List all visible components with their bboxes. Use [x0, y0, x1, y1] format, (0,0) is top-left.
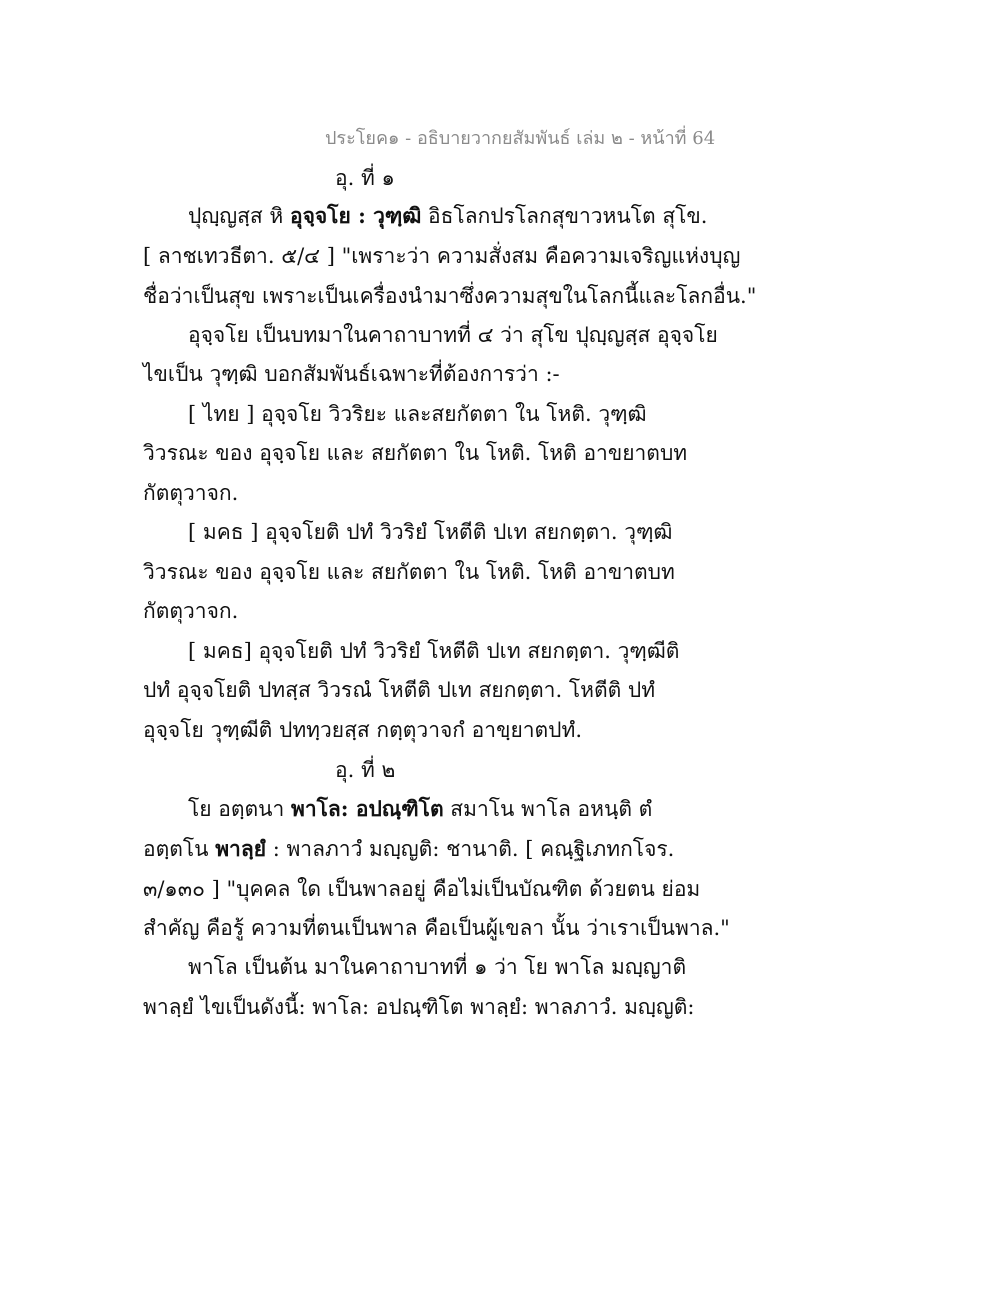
paragraph-line [188, 796, 652, 822]
paragraph-line: [ มคธ] อุจฺจโยติ ปทํ วิวริยํ โหตีติ ปเท สยกตฺตา. วุฑฺฒีติ [188, 639, 680, 663]
paragraph-line: วิวรณะ ของ อุจฺจโย และ สยกัตตา ใน โหติ. โหติ อาขาตบท [143, 560, 675, 584]
bold-term: พาโล: อปณฺฑิโต [290, 796, 444, 821]
paragraph-line: สำคัญ คือรู้ ความที่ตนเป็นพาล คือเป็นผู้เขลา นั้น ว่าเราเป็นพาล." [143, 916, 730, 940]
bold-term: พาลฺยํ [215, 836, 267, 861]
paragraph-line: ชื่อว่าเป็นสุข เพราะเป็นเครื่องนำมาซึ่งความสุขในโลกนี้และโลกอื่น." [143, 284, 757, 308]
paragraph-line: [ มคธ ] อุจฺจโยติ ปทํ วิวริยํ โหตีติ ปเท สยกตฺตา. วุฑฺฒิ [188, 520, 673, 544]
text-run: อิธโลกปรโลกสุขาวหนโต สุโข. [421, 204, 708, 228]
paragraph-line: [ ลาชเทวธีตา. ๕/๔ ] "เพราะว่า ความสั่งสม คือความเจริญแห่งบุญ [143, 244, 741, 268]
paragraph-line: พาลฺยํ ไขเป็นดังนี้: พาโล: อปณฺฑิโต พาลฺยํ: พาลภาวํ. มญฺญติ: [143, 995, 695, 1019]
paragraph-line: กัตตุวาจก. [143, 481, 239, 505]
paragraph-line [143, 836, 674, 862]
paragraph-line: พาโล เป็นต้น มาในคาถาบาทที่ ๑ ว่า โย พาโล มญฺญาติ [188, 955, 687, 979]
paragraph-line: อุจฺจโย เป็นบทมาในคาถาบาทที่ ๔ ว่า สุโข ปุญฺญสฺส อุจฺจโย [188, 323, 718, 347]
paragraph-line: ไขเป็น วุฑฺฒิ บอกสัมพันธ์เฉพาะที่ต้องการว่า :- [143, 362, 560, 386]
paragraph-line: วิวรณะ ของ อุจฺจโย และ สยกัตตา ใน โหติ. โหติ อาขยาตบท [143, 441, 688, 465]
paragraph-line: อุจฺจโย วุฑฺฒีติ ปททฺวยสฺส กตฺตุวาจกํ อาขฺยาตปทํ. [143, 718, 583, 742]
example-1-heading: อุ. ที่ ๑ [335, 166, 395, 190]
text-run: ปุญฺญสฺส หิ [188, 204, 290, 228]
text-run: : พาลภาวํ มญฺญติ: ชานาติ. [ คณฺฐิเภทกโจร. [266, 837, 675, 861]
paragraph-line: ปทํ อุจฺจโยติ ปทสฺส วิวรณํ โหตีติ ปเท สยกตฺตา. โหตีติ ปทํ [143, 678, 656, 702]
example-2-heading: อุ. ที่ ๒ [335, 758, 396, 782]
paragraph-line: ๓/๑๓๐ ] "บุคคล ใด เป็นพาลอยู่ คือไม่เป็นบัณฑิต ด้วยตน ย่อม [143, 877, 701, 901]
text-run: สมาโน พาโล อหนฺติ ตํ [443, 797, 653, 821]
text-run: โย อตฺตนา [188, 797, 291, 821]
text-run: อตฺตโน [143, 837, 216, 861]
paragraph-line: กัตตุวาจก. [143, 599, 239, 623]
paragraph-line [188, 203, 707, 229]
bold-term: อุจฺจโย : วุฑฺฒิ [289, 203, 422, 228]
paragraph-line: [ ไทย ] อุจฺจโย วิวริยะ และสยกัตตา ใน โหติ. วุฑฺฒิ [188, 402, 647, 426]
page-header: ประโยค๑ - อธิบายวากยสัมพันธ์ เล่ม ๒ - หน้าที่ 64 [325, 128, 716, 149]
